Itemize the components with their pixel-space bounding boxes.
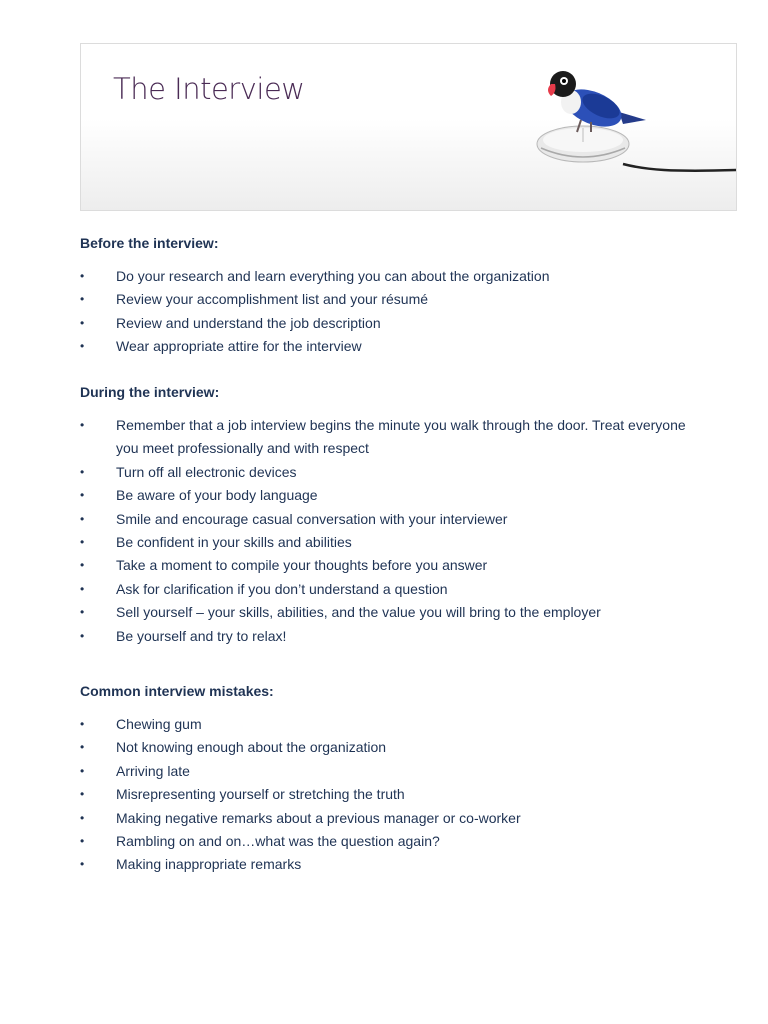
bullet-icon: • — [80, 339, 85, 354]
bullet-icon: • — [80, 605, 85, 620]
list-item: • Wear appropriate attire for the interview — [80, 335, 700, 358]
bullet-list-before — [80, 265, 700, 359]
list-item: • Ask for clarification if you don’t understand a question — [80, 578, 700, 601]
bullet-icon: • — [80, 535, 85, 550]
page-title: The Interview — [113, 72, 305, 106]
bullet-icon: • — [80, 292, 85, 307]
list-item: • Review your accomplishment list and your résumé — [80, 288, 700, 311]
list-item: • Rambling on and on…what was the question again? — [80, 830, 700, 853]
bullet-icon: • — [80, 628, 85, 643]
bullet-icon: • — [80, 581, 85, 596]
bullet-list-mistakes — [80, 713, 700, 877]
bullet-icon: • — [80, 464, 85, 479]
list-item: • Do your research and learn everything you can about the organization — [80, 265, 700, 288]
bullet-icon: • — [80, 740, 85, 755]
list-item: • Review and understand the job description — [80, 312, 700, 335]
section-heading-during: During the interview: — [80, 384, 220, 400]
list-item: • Making negative remarks about a previous manager or co-worker — [80, 807, 700, 830]
list-item: • Misrepresenting yourself or stretching the truth — [80, 783, 700, 806]
list-item: • Arriving late — [80, 760, 700, 783]
bullet-icon: • — [80, 787, 85, 802]
bullet-icon: • — [80, 763, 85, 778]
list-item: • Smile and encourage casual conversation with your interviewer — [80, 508, 700, 531]
list-item: • Be confident in your skills and abilities — [80, 531, 700, 554]
list-item: • Sell yourself – your skills, abilities, and the value you will bring to the employer — [80, 601, 700, 624]
bullet-list-during — [80, 414, 700, 648]
bullet-icon: • — [80, 488, 85, 503]
section-heading-mistakes: Common interview mistakes: — [80, 683, 274, 699]
bullet-icon: • — [80, 315, 85, 330]
section-heading-before: Before the interview: — [80, 235, 219, 251]
list-item: • Take a moment to compile your thoughts before you answer — [80, 554, 700, 577]
list-item: • Be yourself and try to relax! — [80, 625, 700, 648]
bullet-icon: • — [80, 857, 85, 872]
parrot-on-mouse-illustration — [511, 62, 737, 192]
header-banner — [80, 43, 737, 211]
bullet-icon: • — [80, 511, 85, 526]
list-item: • Turn off all electronic devices — [80, 461, 700, 484]
bullet-icon: • — [80, 834, 85, 849]
list-item: • Remember that a job interview begins the minute you walk through the door. Treat everyone you meet professionally and with respect — [80, 414, 700, 461]
bullet-icon: • — [80, 717, 85, 731]
bullet-icon: • — [80, 418, 85, 432]
list-item: • Making inappropriate remarks — [80, 853, 700, 876]
list-item: • Not knowing enough about the organization — [80, 736, 700, 759]
list-item: • Be aware of your body language — [80, 484, 700, 507]
bullet-icon: • — [80, 558, 85, 573]
bullet-icon: • — [80, 269, 85, 283]
bullet-icon: • — [80, 810, 85, 825]
list-item: • Chewing gum — [80, 713, 700, 736]
